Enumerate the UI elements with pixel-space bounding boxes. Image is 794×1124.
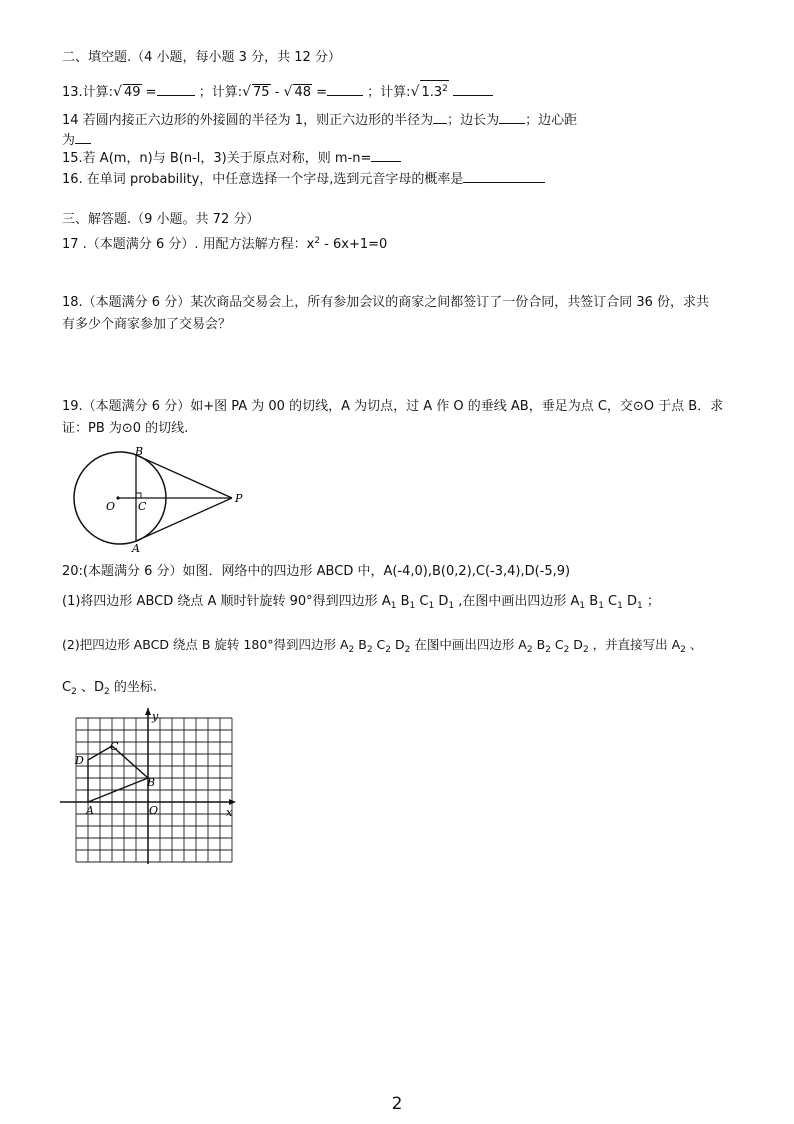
q20-text: B [532, 637, 546, 652]
subscript: 2 [563, 645, 570, 655]
label-b: B [147, 776, 156, 789]
label-c: C [138, 500, 147, 513]
label-origin: O [149, 804, 159, 817]
q13-text: = [312, 85, 328, 100]
answer-blank[interactable] [75, 131, 91, 144]
q19-line2: 证：PB 为⊙0 的切线. [62, 421, 189, 436]
subscript: 2 [582, 645, 589, 655]
exponent: 2 [314, 236, 321, 246]
q19-circle-figure [60, 440, 260, 560]
q20-text: D [569, 637, 583, 652]
answer-blank[interactable] [327, 83, 363, 96]
subscript: 2 [71, 687, 77, 697]
q13-text: = [141, 85, 157, 100]
q15 [62, 149, 401, 167]
q20-part2 [62, 637, 702, 658]
y-axis-arrow-icon [145, 708, 151, 715]
q20-part1 [62, 594, 660, 614]
radical-sign-icon: √ [113, 84, 122, 100]
q20-part3 [62, 680, 157, 700]
q15-text: 15.若 A(m，n)与 B(n-l，3)关于原点对称，则 m-n= [62, 151, 372, 166]
q20-text: C [372, 637, 386, 652]
q16 [62, 170, 545, 188]
exponent: 2 [442, 84, 448, 94]
q20-text: ； [642, 594, 660, 609]
label-a: A [132, 542, 140, 555]
q13 [62, 80, 493, 101]
q20-text: B [396, 594, 410, 609]
q13-text: - [270, 85, 284, 100]
answer-blank[interactable] [453, 83, 493, 96]
q14-text: 为 [62, 133, 76, 148]
q20-text: C [62, 680, 72, 695]
q20-line1: 20:(本题满分 6 分）如图．网络中的四边形 ABCD 中，A(-4,0),B(0,2),C(-3,4),D(-5,9) [62, 564, 571, 579]
q20-text: C [415, 594, 429, 609]
q20-text: ,在图中画出四边形 A [454, 594, 580, 609]
subscript: 2 [103, 687, 110, 697]
label-o: O [106, 500, 116, 513]
q13-text: ；计算: [367, 85, 411, 100]
answer-blank[interactable] [371, 149, 401, 162]
label-d: D [75, 754, 84, 767]
q20-text: B [354, 637, 367, 652]
page-number: 2 [391, 1094, 403, 1114]
subscript: 2 [526, 645, 533, 655]
q17 [62, 233, 387, 253]
q20-text: (2)把四边形 ABCD 绕点 B 旋转 180°得到四边形 A [62, 637, 349, 652]
label-b: B [135, 445, 144, 458]
q19-line1: 19.（本题满分 6 分）如+图 PA 为 00 的切线，A 为切点，过 A 作 O 的垂线 AB，垂足为点 C，交⊙O 于点 B．求 [62, 399, 724, 414]
subscript: 2 [545, 645, 551, 655]
q14-text: 14 若圆内接正六边形的外接圆的半径为 1，则正六边形的半径为 [62, 113, 434, 128]
q13-radicand-3: 48 [294, 85, 311, 100]
radical-sign-icon: √ [410, 84, 420, 100]
q18-line2: 有多少个商家参加了交易会？ [62, 317, 232, 332]
subscript: 2 [385, 645, 392, 655]
tangent-pb [136, 455, 232, 498]
grid-lines [76, 718, 232, 862]
q20-text: D [434, 594, 449, 609]
tangent-pa [136, 498, 232, 541]
q20-text: D [391, 637, 405, 652]
subscript: 2 [366, 645, 373, 655]
q20-text: ，并直接写出 A [588, 637, 681, 652]
q13-radicand-4 [420, 80, 448, 101]
section3-heading: 三、解答题.（9 小题。共 72 分） [62, 212, 260, 227]
label-y-axis: y [152, 710, 159, 723]
q14-line1 [62, 111, 577, 129]
radical-sign-icon: √ [242, 84, 252, 100]
answer-blank[interactable] [157, 83, 195, 96]
q20-text: 、D [76, 680, 104, 695]
label-c: C [110, 740, 119, 753]
q18-line1: 18.（本题满分 6 分）某次商品交易会上，所有参加会议的商家之间都签订了一份合同，共签订合同 36 份，求共 [62, 295, 710, 310]
subscript: 2 [348, 645, 355, 655]
q14-text: ；边心距 [525, 113, 578, 128]
q20-text: 在图中画出四边形 A [410, 637, 527, 652]
q20-text: 、 [685, 637, 703, 652]
q16-text: 16. 在单词 probability，中任意选择一个字母,选到元音字母的概率是 [62, 172, 464, 187]
q20-text: 的坐标. [109, 680, 157, 695]
radical-sign-icon: √ [283, 84, 293, 100]
right-angle-mark [136, 493, 141, 498]
subscript: 1 [598, 601, 604, 611]
q17-text: - 6x+1=0 [320, 237, 388, 252]
subscript: 2 [680, 645, 686, 655]
q20-text: B [585, 594, 599, 609]
answer-blank[interactable] [433, 111, 447, 124]
subscript: 2 [404, 645, 411, 655]
subscript: 1 [428, 601, 435, 611]
q20-text: C [550, 637, 564, 652]
section2-heading: 二、填空题.（4 小题，每小题 3 分，共 12 分） [62, 50, 341, 65]
q13-text: ；计算: [198, 85, 243, 100]
subscript: 1 [409, 601, 416, 611]
subscript: 1 [579, 601, 586, 611]
q14-text: ；边长为 [447, 113, 500, 128]
subscript: 1 [617, 601, 623, 611]
q13-radicand-1: 49 [123, 85, 141, 100]
q20-text: C [603, 594, 618, 609]
label-p: P [235, 492, 243, 505]
q14-line2 [62, 131, 91, 149]
q20-grid-figure [60, 708, 245, 868]
answer-blank[interactable] [499, 111, 525, 124]
q13-text: 13.计算: [62, 85, 114, 100]
q13-radicand-2: 75 [253, 85, 270, 100]
answer-blank[interactable] [463, 170, 545, 183]
q20-text: (1)将四边形 ABCD 绕点 A 顺时针旋转 90°得到四边形 A [62, 594, 391, 609]
subscript: 1 [448, 601, 455, 611]
subscript: 1 [637, 601, 643, 611]
q20-text: D [622, 594, 638, 609]
label-x-axis: x [226, 806, 233, 819]
subscript: 1 [390, 601, 397, 611]
q13-radicand-value: 1.3 [421, 85, 443, 100]
q17-text: 17 .（本题满分 6 分）. 用配方法解方程：x [62, 237, 315, 252]
label-a: A [86, 804, 94, 817]
x-axis-arrow-icon [229, 799, 236, 805]
center-point [116, 496, 119, 499]
